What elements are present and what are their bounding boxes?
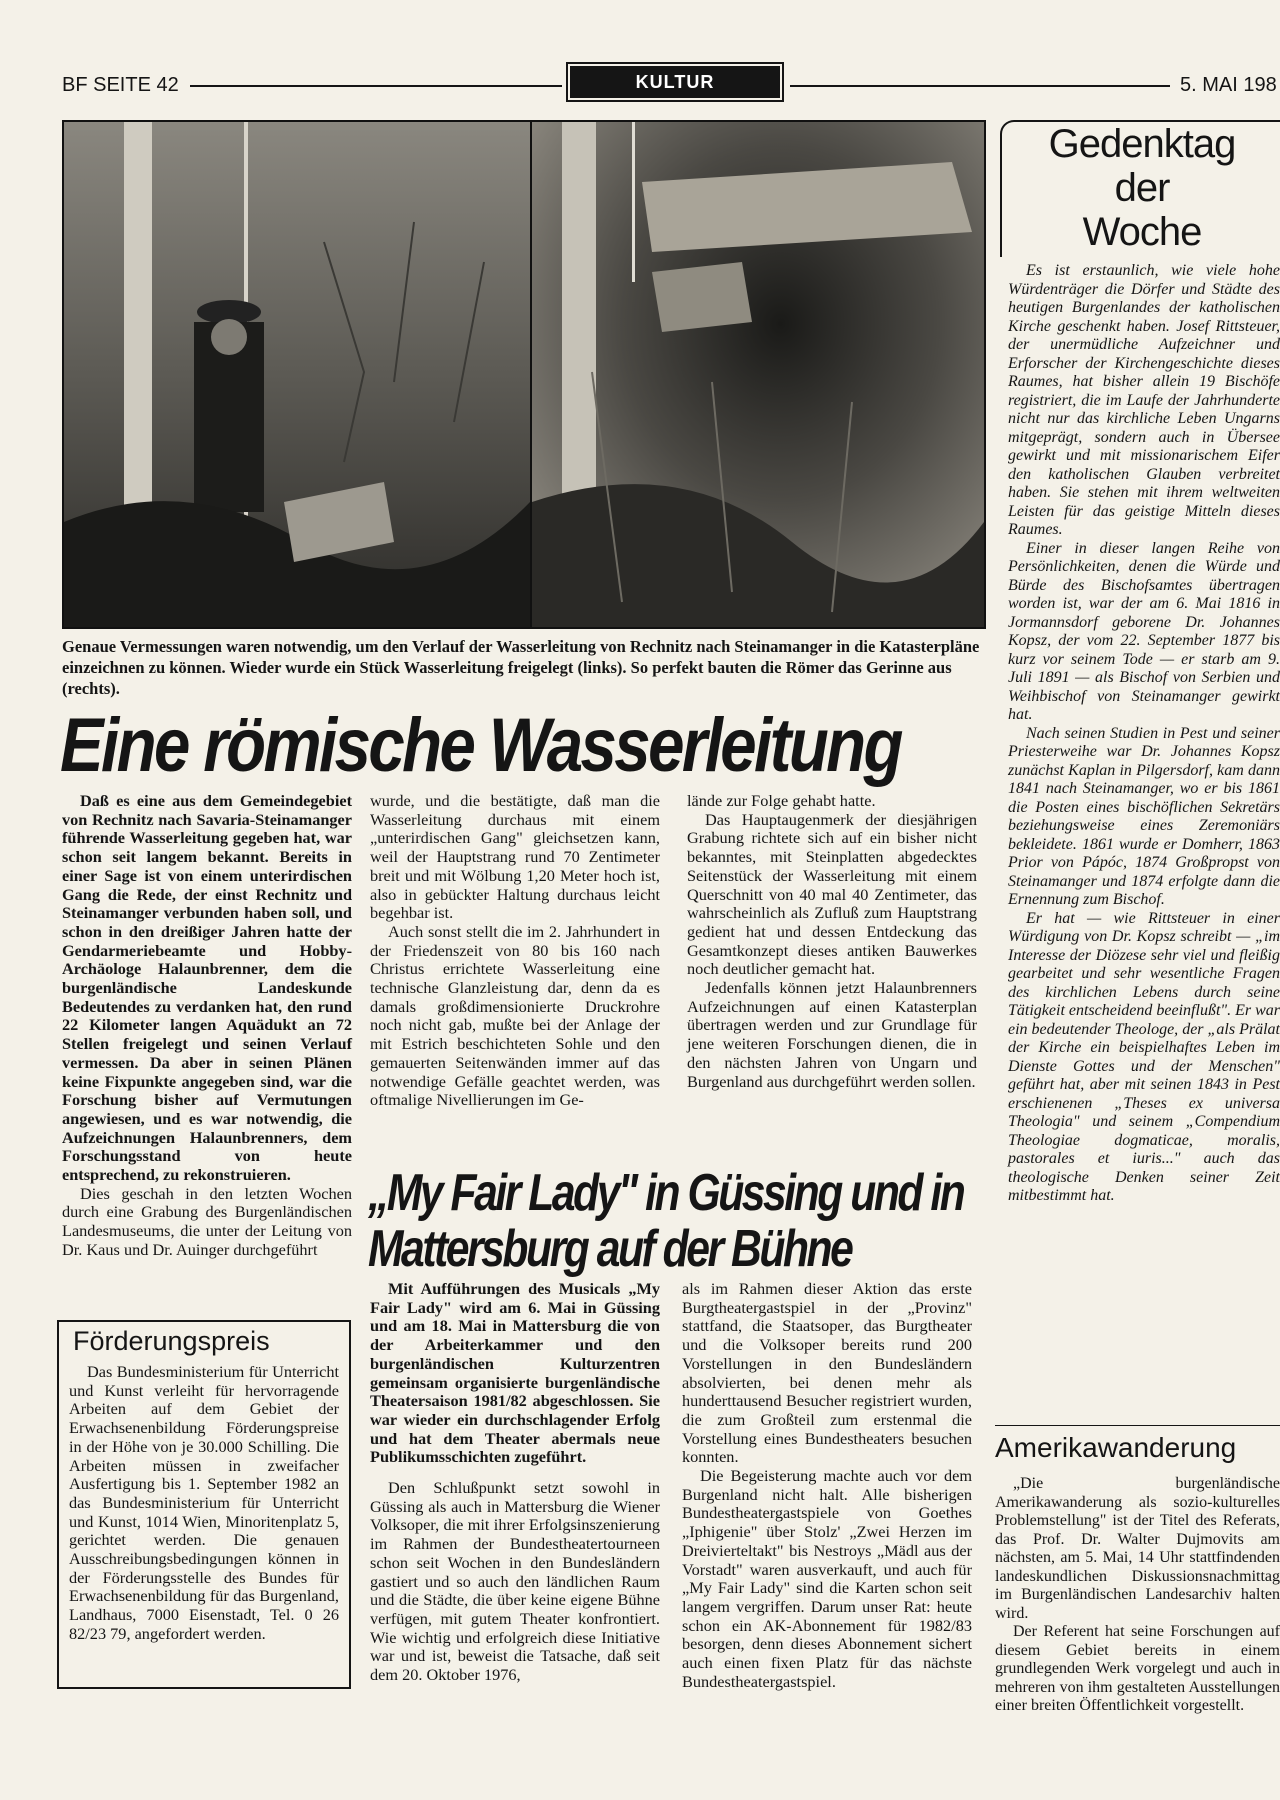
article1-paragraph: Das Hauptaugenmerk der diesjährigen Grabung richtete sich auf ein bisher nicht bekanntes, mit Steinplatten abgedecktes Seitenstück der Wasserleitung mit einem Querschnitt von 40 mal 40 Zentimeter, das wahrscheinlich als Zufluß zum Hauptstrang gedient hat und dessen Entdeckung das Gesamtkonzept dieses antiken Bauwerkes noch deutlicher gemacht hat. [687, 809, 977, 979]
article1-paragraph: Auch sonst stellt die im 2. Jahrhundert in der Friedenszeit von 80 bis 160 nach Christus errichtete Wasserleitung eine technische Glanzleistung dar, denn da es damals großdimensionierte Druckrohre noch nicht gab, mußte bei der Anlage der mit Estrich beschichteten Sohle und den gemauerten Seitenwänden immer auf das notwendige Gefälle geachtet werden, was oftmalige Nivellierungen im Ge- [370, 921, 660, 1110]
amerika-paragraph: Der Referent hat seine Forschungen auf diesem Gebiet bereits in einem grundlegenden Werk vorgelegt und auch in mehreren von ihm gestalteten Ausstellungen einer breiten Öffentlichkeit vorgestellt. [995, 1623, 1280, 1714]
box-text: Das Bundesministerium für Unterricht und Kunst verleiht für hervorragende Arbeiten auf dem Gebiet der Erwachsenenbildung Förderungspreise in der Höhe von je 30.000 Schilling. Die Arbeiten müssen in zweifacher Ausfertigung bis 1. September 1982 an das Bundesministerium für Unterricht und Kunst, 1014 Wien, Minoritenplatz 5, gerichtet werden. Die genauen Ausschreibungsbedingungen können in der Förderungsstelle des Bundes für Erwachsenenbildung für das Burgenland, Landhaus, 7000 Eisenstadt, Tel. 0 26 82/23 79, angefordert werden. [69, 1362, 339, 1643]
article1-paragraph: lände zur Folge gehabt hatte. [687, 791, 876, 810]
article2-column-2 [682, 1280, 972, 1691]
issue-date: 5. MAI 198 [1180, 74, 1277, 96]
header-rule-left [190, 85, 562, 87]
gedenktag-column [1008, 262, 1280, 1206]
amerika-rule [995, 1425, 1280, 1426]
amerika-title: Amerikawanderung [995, 1432, 1237, 1463]
page-number: BF SEITE 42 [62, 74, 179, 96]
photo-caption: Genaue Vermessungen waren notwendig, um den Verlauf der Wasserleitung von Rechnitz nach Steinamanger in die Katasterpläne einzeichnen zu können. Wieder wurde ein Stück Wasserleitung freigelegt (links). So perfekt bauten die Römer das Gerinne aus (rechts). [62, 637, 980, 698]
gedenktag-title-line: Woche [1082, 210, 1202, 254]
gedenktag-title-frame [1000, 120, 1280, 257]
article1-paragraph: Dies geschah in den letzten Wochen durch eine Grabung des Burgenländischen Landesmuseums, die unter der Leitung von Dr. Kaus und Dr. Auinger durchgeführt [62, 1183, 352, 1259]
photo-left [62, 120, 532, 629]
gedenktag-title-line: der [1114, 166, 1170, 210]
article2-lead: Mit Aufführungen des Musicals „My Fair Lady" wird am 6. Mai in Güssing und am 18. Mai in Mattersburg die von der Arbeiterkammer und den burgenländischen Kulturzentren gemeinsam organisierte burgenländische Theatersaison 1981/82 abgeschlossen. Sie war wieder ein durchschlagender Erfolg und hat dem Theater abermals neue Publikumsschichten zugeführt. [370, 1279, 660, 1467]
article1-paragraph: Jedenfalls können jetzt Halaunbrenners Aufzeichnungen auf einen Katasterplan übertragen werden und zur Grundlage für jene weiteren Forschungen dienen, die in den nächsten Jahren von Ungarn und Burgenland aus durchgeführt werden sollen. [687, 978, 977, 1091]
article-headline-wasserleitung: Eine römische Wasserleitung [60, 703, 901, 788]
gedenktag-paragraph: Einer in dieser langen Reihe von Persönlichkeiten, denen die Würde und Bürde des Bischofsamtes übertragen worden ist, war der am 6. Mai 1816 in Jormannsdorf geborene Dr. Johannes Kopsz, der vom 22. September 1877 bis kurz vor seinem Tode — er starb am 9. Juli 1891 — als Bischof von Serbien und Weihbischof von Steinamanger gewirkt hat. [1008, 539, 1280, 723]
gedenktag-paragraph: Er hat — wie Rittsteuer in einer Würdigung von Dr. Kopsz schreibt — „im Interesse der Diözese sehr viel und fleißig gearbeitet und sehr wesentliche Fragen des kirchlichen Lebens durch seine Tätigkeit entscheidend beeinflußt". Er war ein bedeutender Theologe, der „als Prälat der Kirche ein beispielhaftes Leben im Dienste Gottes und der Menschen" geführt hat, aber mit seinen 1843 in Pest erschienenen „Theses ex universa Theologia" und seinem „Compendium Theologiae dogmaticae, moralis, pastorales et iuris..." auch das theologische Denken seiner Zeit mitbestimmt hat. [1008, 909, 1280, 1204]
section-label: KULTUR [570, 66, 780, 98]
article2-column-1 [370, 1280, 660, 1685]
article1-lead: Daß es eine aus dem Gemeindegebiet von Rechnitz nach Savaria-Steinamanger führende Wasserleitung gegeben hat, war schon seit langem bekannt. Bereits in einer Sage ist von einem unterirdischen Gang die Rede, der einst Rechnitz und Steinamanger verbunden haben soll, und schon in den dreißiger Jahren hatte der Gendarmeriebeamte und Hobby-Archäologe Halaunbrenner, dem die burgenländische Landeskunde Bedeutendes zu verdanken hat, den rund 22 Kilometer langen Aquädukt an 72 Stellen freigelegt und seinen Verlauf vermessen. Da aber in seinen Plänen keine Fixpunkte angegeben sind, war die Forschung bisher auf Vermutungen angewiesen, und es war notwendig, die Aufzeichnungen Halaunbrenners, dem Forschungsstand von heute entsprechend, zu rekonstruieren. [62, 791, 352, 1185]
photo-left-illustration [64, 122, 530, 627]
article2-paragraph: Die Begeisterung machte auch vor dem Burgenland nicht halt. Alle bisherigen Bundestheatergastspiele von Goethes „Iphigenie" über Stolz' „Zwei Herzen im Dreivierteltakt" bis Nestroys „Mädl aus der Vorstadt" waren ausverkauft, und auch für „My Fair Lady" sind die Karten schon seit langem vergriffen. Darum unser Rat: heute schon ein AK-Abonnement für 1982/83 besorgen, denn dieses Abonnement sichert auch einen fixen Platz für das nächste Bundestheatergastspiel. [682, 1466, 972, 1691]
box-title: Förderungspreis [73, 1326, 270, 1356]
article1-column-2 [370, 792, 660, 1110]
article-headline-my-fair-lady: „My Fair Lady" in Güssing und in Mattersburg auf der Bühne [368, 1164, 964, 1278]
article2-paragraph: als im Rahmen dieser Aktion das erste Burgtheatergastspiel in der „Provinz" stattfand, die Staatsoper, das Burgtheater und die Volksoper bereits rund 200 Vorstellungen in den Bundesländern absolvierten, bei denen mehr als hunderttausend Besucher registriert wurden, die zum Großteil zum erstenmal die Vorstellung eines Bundestheaters besuchen konnten. [682, 1279, 972, 1467]
gedenktag-paragraph: Es ist erstaunlich, wie viele hohe Würdenträger die Dörfer und Städte des heutigen Burgenlandes der katholischen Kirche geschenkt haben. Josef Rittsteuer, der unermüdliche Aufzeichner und Erforscher der Kirchengeschichte dieses Raumes, hat bisher allein 19 Bischöfe registriert, die im Laufe der Jahrhunderte nicht nur das kirchliche Leben Ungarns mitgeprägt, sondern auch in Übersee gewirkt und mit missionarischem Eifer den katholischen Glauben verbreitet haben. Sie stehen mit ihrem weltweiten Leisten für das geistige Mitteln dieses Raumes. [1008, 262, 1280, 538]
photo-right [530, 120, 986, 629]
gedenktag-paragraph: Nach seinen Studien in Pest und seiner Priesterweihe war Dr. Johannes Kopsz zunächst Kaplan in Pilgersdorf, kam dann 1841 nach Steinamanger, wo er bis 1861 die Posten eines bischöflichen Sekretärs beziehungsweise eines Zeremoniärs bekleidete. 1861 wurde er Domherr, 1863 Prior von Pápóc, 1874 Großpropst von Steinamanger und 1874 erfolgte dann die Ernennung zum Bischof. [1008, 724, 1280, 908]
header-rule-right [790, 85, 1170, 87]
article1-column-3 [687, 792, 977, 1091]
amerika-paragraph: „Die burgenländische Amerikawanderung als sozio-kulturelles Problemstellung" ist der Titel des Referats, das Prof. Dr. Walter Dujmovits am nächsten, am 5. Mai, 14 Uhr stattfindenden landeskundlichen Diskussionsnachmittag im Burgenländischen Landesarchiv halten wird. [995, 1475, 1280, 1622]
amerika-column [995, 1475, 1280, 1716]
article1-column-1 [62, 792, 352, 1260]
article2-paragraph: Den Schlußpunkt setzt sowohl in Güssing als auch in Mattersburg die Wiener Volksoper, die mit ihrer Erfolgsinszenierung im Rahmen der Bundestheatertourneen schon seit Wochen in den Bundesländern gastiert und so auch den ländlichen Raum und die Städte, die über keine eigene Bühne verfügen, mit gutem Theater konfrontiert. Wie wichtig und erfolgreich diese Initiative war und ist, beweist die Tatsache, daß seit dem 20. Oktober 1976, [370, 1478, 660, 1685]
article1-paragraph: wurde, und die bestätigte, daß man die Wasserleitung durchaus mit einem „unterirdischen Gang" gleichsetzen kann, weil der Hauptstrang rund 70 Zentimeter breit und mit Wölbung 1,20 Meter hoch ist, also in gebückter Haltung durchaus leicht begehbar ist. [370, 791, 660, 923]
gedenktag-title-line: Gedenktag [1048, 122, 1236, 166]
foerderungspreis-box [57, 1320, 351, 1689]
photo-right-illustration [532, 122, 984, 627]
